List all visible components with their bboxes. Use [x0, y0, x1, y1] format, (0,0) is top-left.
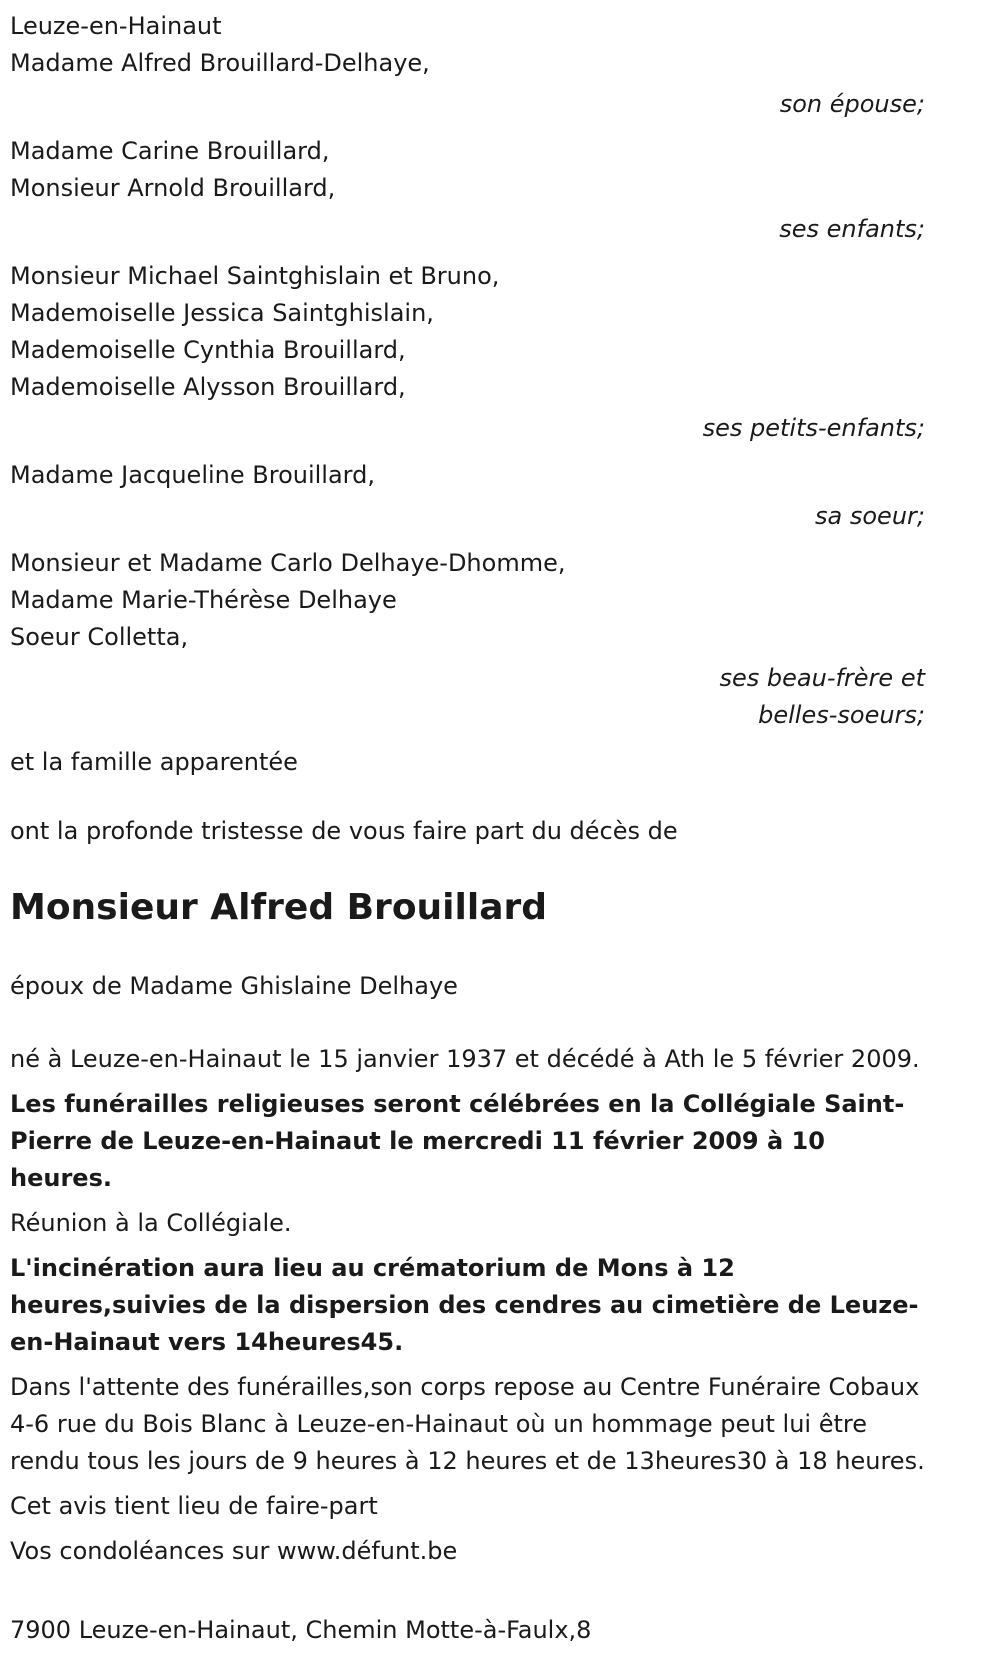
birth-death-text: né à Leuze-en-Hainaut le 15 janvier 1937 et décédé à Ath le 5 février 2009. [10, 1045, 920, 1073]
announcement-intro: ont la profonde tristesse de vous faire part du décès de [10, 817, 678, 845]
cremation-text: L'incinération aura lieu au crématorium de Mons à 12 heures,suivies de la dispersion des cendres au cimetière de Leuze-en-Hainaut vers 14heures45. [10, 1254, 919, 1356]
family-name: Monsieur et Madame Carlo Delhaye-Dhomme, [10, 549, 566, 577]
family-name: Mademoiselle Alysson Brouillard, [10, 373, 406, 401]
family-relation [10, 660, 925, 734]
family-name: Madame Alfred Brouillard-Delhaye, [10, 49, 430, 77]
family-relation [10, 498, 925, 535]
family-name: Madame Carine Brouillard, [10, 137, 330, 165]
condolences-text: Vos condoléances sur www.défunt.be [10, 1537, 458, 1565]
address-text: 7900 Leuze-en-Hainaut, Chemin Motte-à-Faulx,8 [10, 1616, 592, 1644]
extended-family: et la famille apparentée [10, 748, 298, 776]
viewing-text: Dans l'attente des funérailles,son corps repose au Centre Funéraire Cobaux 4-6 rue du Bois Blanc à Leuze-en-Hainaut où un hommage peut lui être rendu tous les jours de 9 heures à 12 heures et de 13heures30 à 18 heures. [10, 1373, 925, 1475]
relation-line: ses enfants; [779, 215, 925, 243]
funeral-text: Les funérailles religieuses seront célébrées en la Collégiale Saint-Pierre de Leuze-en-Hainaut le mercredi 11 février 2009 à 10 heures. [10, 1090, 905, 1192]
relation-line: ses petits-enfants; [702, 414, 925, 442]
notice-text: Cet avis tient lieu de faire-part [10, 1492, 378, 1520]
relation-line: ses beau-frère et [719, 664, 925, 692]
relation-line: belles-soeurs; [758, 701, 925, 729]
relation-line: sa soeur; [815, 502, 925, 530]
family-group-spouse [10, 45, 925, 123]
family-name: Soeur Colletta, [10, 623, 189, 651]
family-name: Madame Marie-Thérèse Delhaye [10, 586, 397, 614]
family-group-children [10, 133, 925, 248]
family-name: Mademoiselle Jessica Saintghislain, [10, 299, 434, 327]
family-relation [10, 86, 925, 123]
deceased-name: Monsieur Alfred Brouillard [10, 887, 548, 928]
family-name: Mademoiselle Cynthia Brouillard, [10, 336, 406, 364]
obituary-content [10, 8, 925, 1649]
family-group-in-laws [10, 545, 925, 734]
family-name: Monsieur Michael Saintghislain et Bruno, [10, 262, 500, 290]
family-group-grandchildren [10, 258, 925, 447]
family-name: Madame Jacqueline Brouillard, [10, 461, 375, 489]
place-header: Leuze-en-Hainaut [10, 12, 222, 40]
family-group-sister [10, 457, 925, 535]
meeting-text: Réunion à la Collégiale. [10, 1209, 292, 1237]
family-relation [10, 211, 925, 248]
relation-line: son épouse; [779, 90, 925, 118]
family-name: Monsieur Arnold Brouillard, [10, 174, 336, 202]
spouse-line: époux de Madame Ghislaine Delhaye [10, 972, 458, 1000]
family-relation [10, 410, 925, 447]
